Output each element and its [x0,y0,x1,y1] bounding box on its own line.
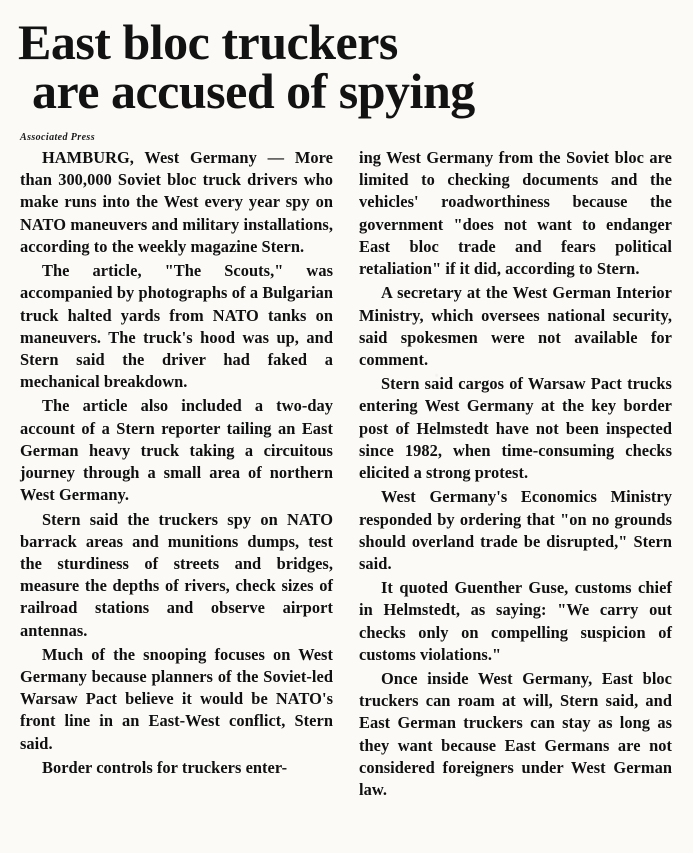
paragraph: Much of the snooping focuses on West Germany because planners of the Soviet-led Warsaw Pact believe it would be NATO's front line in an East-West conflict, Stern said. [20,644,333,753]
page-title [0,0,693,119]
paragraph: A secretary at the West German Interior Ministry, which oversees national security, said spokesmen were not available for comment. [359,283,672,369]
headline-line-1: East bloc truckers [18,14,398,70]
paragraph: West Germany's Economics Ministry responded by ordering that "on no grounds should overland trade be disrupted," Stern said. [359,487,672,573]
article-column-left [20,147,333,803]
byline: Associated Press [20,132,96,143]
paragraph: It quoted Guenther Guse, customs chief in Helmstedt, as saying: "We carry out checks only on compelling suspicion of customs violations." [359,578,672,664]
paragraph: Border controls for truckers enter- [42,757,288,777]
paragraph: Stern said the truckers spy on NATO barrack areas and munitions dumps, test the sturdiness of streets and bridges, measure the depths of rivers, check sizes of railroad stations and observe airport antennas. [20,509,333,640]
paragraph: The article, "The Scouts," was accompanied by photographs of a Bulgarian truck halted yards from NATO tanks on maneuvers. The truck's hood was up, and Stern said the driver had faked a mechanical breakdown. [20,261,333,392]
headline-line-2: are accused of spying [32,63,475,119]
paragraph: Once inside West Germany, East bloc truckers can roam at will, Stern said, and East German truckers can stay as long as they want because East Germans are not considered foreigners under West German law. [359,669,672,800]
paragraph: Stern said cargos of Warsaw Pact trucks entering West Germany at the key border post of Helmstedt have not been inspected since 1982, when time-consuming checks elicited a strong protest. [359,374,672,483]
article-column-right [359,147,672,803]
paragraph: ing West Germany from the Soviet bloc are limited to checking documents and the vehicles' roadworthiness because the government "does not want to endanger East bloc trade and fears political retaliation" if it did, according to Stern. [359,148,672,279]
article-columns [0,143,693,803]
paragraph: The article also included a two-day account of a Stern reporter tailing an East German heavy truck taking a circuitous journey through a small area of northern West Germany. [20,396,333,505]
paragraph: HAMBURG, West Germany — More than 300,000 Soviet bloc truck drivers who make runs into the West every year spy on NATO maneuvers and military installations, according to the weekly magazine Stern. [20,148,333,256]
